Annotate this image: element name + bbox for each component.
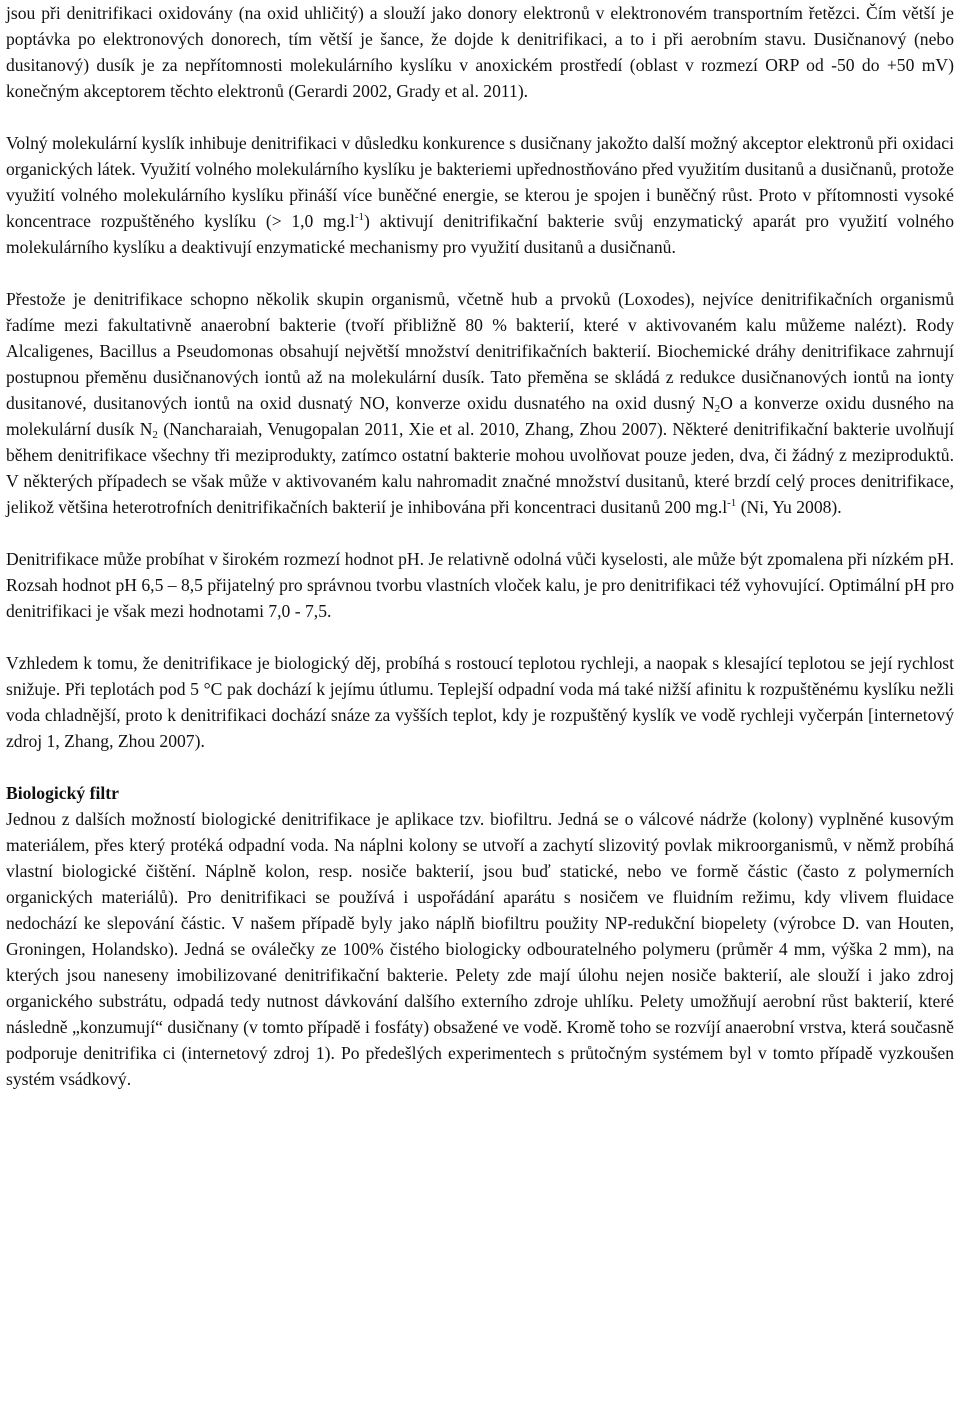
paragraph-text: Přestože je denitrifikace schopno několik skupin organismů, včetně hub a prvoků (Loxodes), nejvíce denitrifikačních organismů řadíme mezi fakultativně anaerobní bakterie (tvoří přibližně 80 % bakterií, které v aktivovaném kalu můžeme nalézt). Rody Alcaligenes, Bacillus a Pseudomonas obsahují největší množství denitrifikačních bakterií. Biochemické dráhy denitrifikace zahrnují postupnou přeměnu dusičnanových iontů až na molekulární dusík. Tato přeměna se skládá z redukce dusičnanových iontů na ionty dusitanové, dusitanových iontů na oxid dusnatý NO, konverze oxidu dusnatého na oxid dusný N bbox=[6, 289, 954, 413]
superscript: -1 bbox=[354, 211, 365, 223]
paragraph-text: (Ni, Yu 2008). bbox=[736, 497, 842, 517]
paragraph-text: ) aktivují denitrifikační bakterie svůj enzymatický aparát pro využití volného molekulárního kyslíku a deaktivují enzymatické mechanismy pro využití dusitanů a dusičnanů. bbox=[6, 211, 954, 257]
paragraph-denitrifying-organisms bbox=[6, 286, 954, 520]
paragraph-biofilter: Jednou z dalších možností biologické denitrifikace je aplikace tzv. biofiltru. Jedná se o válcové nádrže (kolony) vyplněné kusovým materiálem, přes který protéká odpadní voda. Na náplni kolony se utvoří a zachytí slizovitý povlak mikroorganismů, v němž probíhá vlastní biologické čištění. Náplně kolon, resp. nosiče bakterií, jsou buď statické, nebo ve formě částic (často z polymerních organických materiálů). Pro denitrifikaci se používá i uspořádání aparátu s nosičem ve fluidním režimu, kdy vlivem fluidace nedochází ke slepování částic. V našem případě byly jako náplň biofiltru použity NP-redukční biopelety (výrobce D. van Houten, Groningen, Holandsko). Jedná se oválečky ze 100% čistého biologicky odbouratelného polymeru (průměr 4 mm, výška 2 mm), na kterých jsou naneseny imobilizované denitrifikační bakterie. Pelety zde mají úlohu nejen nosiče bakterií, ale slouží i jako zdroj organického substrátu, odpadá tedy nutnost dávkování dalšího externího zdroje uhlíku. Pelety umožňují aerobní růst bakterií, které následně „konzumují“ dusičnany (v tomto případě i fosfáty) obsažené ve vodě. Kromě toho se rozvíjí anaerobní vrstva, která současně podporuje denitrifika ci (internetový zdroj 1). Po předešlých experimentech s průtočným systémem byl v tomto případě vyzkoušen systém vsádkový. bbox=[6, 809, 954, 1089]
section-heading: Biologický filtr bbox=[6, 783, 119, 803]
paragraph-oxygen-inhibition bbox=[6, 130, 954, 260]
paragraph-temperature: Vzhledem k tomu, že denitrifikace je biologický děj, probíhá s rostoucí teplotou rychleji, a naopak s klesající teplotou se její rychlost snižuje. Při teplotách pod 5 °C pak dochází k jejímu útlumu. Teplejší odpadní voda má také nižší afinitu k rozpuštěnému kyslíku nežli voda chladnější, proto k denitrifikaci dochází snáze za vyšších teplot, kdy je rozpuštěný kyslík ve vodě rychleji vyčerpán [internetový zdroj 1, Zhang, Zhou 2007). bbox=[6, 653, 954, 751]
document-page bbox=[6, 0, 954, 1092]
paragraph-text: Volný molekulární kyslík inhibuje denitrifikaci v důsledku konkurence s dusičnany jakožto další možný akceptor elektronů při oxidaci organických látek. Využití volného molekulárního kyslíku je bakteriemi upřednostňováno před využitím dusitanů a dusičnanů, protože využití volného molekulárního kyslíku přináší více buněčné energie, se kterou je spojen i buněčný růst. Proto v přítomnosti vysoké koncentrace rozpuštěného kyslíku (> 1,0 mg.l bbox=[6, 133, 954, 231]
subscript: 2 bbox=[714, 403, 721, 415]
paragraph-text: O a konverze oxidu dusného na molekulární dusík N bbox=[6, 393, 954, 439]
paragraph-electron-donors: jsou při denitrifikaci oxidovány (na oxid uhličitý) a slouží jako donory elektronů v elektronovém transportním řetězci. Čím větší je poptávka po elektronových donorech, tím větší je šance, že dojde k denitrifikaci, a to i při aerobním stavu. Dusičnanový (nebo dusitanový) dusík je za nepřítomnosti molekulárního kyslíku v anoxickém prostředí (oblast v rozmezí ORP od -50 do +50 mV) konečným akceptorem těchto elektronů (Gerardi 2002, Grady et al. 2011). bbox=[6, 3, 954, 101]
superscript: -1 bbox=[727, 497, 737, 509]
subscript: 2 bbox=[152, 429, 158, 441]
paragraph-text: (Nancharaiah, Venugopalan 2011, Xie et al. 2010, Zhang, Zhou 2007). Některé denitrifikační bakterie uvolňují během denitrifikace všechny tři meziprodukty, zatímco ostatní bakterie mohou uvolňovat pouze jeden, dva, či žádný z meziproduktů. V některých případech se však může v aktivovaném kalu nahromadit značné množství dusitanů, které brzdí celý proces denitrifikace, jelikož většina heterotrofních denitrifikačních bakterií je inhibována při koncentraci dusitanů 200 mg.l bbox=[6, 419, 954, 517]
paragraph-ph-range: Denitrifikace může probíhat v širokém rozmezí hodnot pH. Je relativně odolná vůči kyselosti, ale může být zpomalena při nízkém pH. Rozsah hodnot pH 6,5 – 8,5 přijatelný pro správnou tvorbu vlastních vloček kalu, je pro denitrifikaci též vyhovující. Optimální pH pro denitrifikaci je však mezi hodnotami 7,0 - 7,5. bbox=[6, 549, 954, 621]
